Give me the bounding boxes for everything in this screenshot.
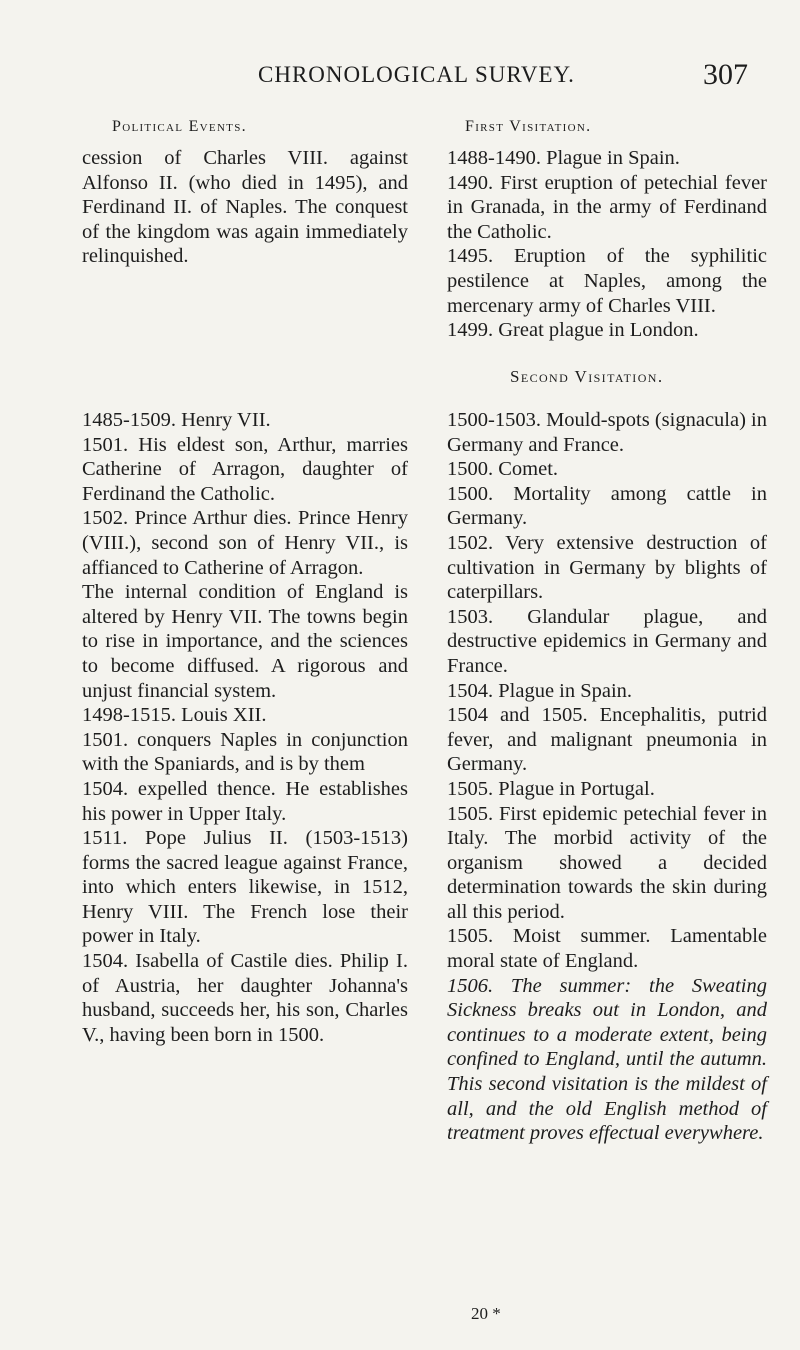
entry: 1504. Plague in Spain. <box>447 679 633 702</box>
sweating-sickness-entry: 1506. The summer: the Sweating Sickness breaks out in London, and continues to a moderate extent, being confined to England, until the autumn. This second visitation is the mildest of all, and the old English method of treatment proves effectual everywhere. <box>447 974 767 1145</box>
entry: 1504. expelled thence. He establishes his power in Upper Italy. <box>82 777 408 825</box>
left-column-bottom <box>82 408 408 1047</box>
entry: 1500. Mortality among cattle in Germany. <box>447 482 767 530</box>
entry: 1495. Eruption of the syphilitic pestilence at Naples, among the mercenary army of Charles VIII. <box>447 245 767 317</box>
signature-mark: 20 * <box>471 1304 501 1323</box>
paragraph: cession of Charles VIII. against Alfonso II. (who died in 1495), and Ferdinand II. of Naples. The conquest of the kingdom was again immediately relinquished. <box>82 147 408 268</box>
entry: 1511. Pope Julius II. (1503-1513) forms the sacred league against France, into which enters likewise, in 1512, Henry VIII. The French lose their power in Italy. <box>82 827 408 948</box>
entry: 1500. Comet. <box>447 458 559 481</box>
entry: 1501. conquers Naples in conjunction with the Spaniards, and is by them <box>82 728 408 776</box>
entry: 1505. First epidemic petechial fever in Italy. The morbid activity of the organism showed a decided determination towards the skin during all this period. <box>447 802 767 923</box>
entry: 1498-1515. Louis XII. <box>82 704 267 727</box>
entry: 1505. Moist summer. Lamentable moral state of England. <box>447 925 767 973</box>
entry: The internal condition of England is altered by Henry VII. The towns begin to rise in importance, and the sciences to become diffused. A rigorous and unjust financial system. <box>82 581 408 702</box>
entry: 1504 and 1505. Encephalitis, putrid fever, and malignant pneumonia in Germany. <box>447 704 767 776</box>
page-header <box>0 58 800 94</box>
running-title: CHRONOLOGICAL SURVEY. <box>258 62 575 87</box>
entry: 1502. Prince Arthur dies. Prince Henry (VIII.), second son of Henry VII., is affianced to Catherine of Arragon. <box>82 507 408 579</box>
right-column-bottom <box>447 408 767 1146</box>
entry: 1490. First eruption of petechial fever in Granada, in the army of Ferdinand the Catholic. <box>447 171 767 243</box>
first-visitation-heading: First Visitation. <box>465 118 592 135</box>
second-visitation-heading: Second Visitation. <box>510 367 664 386</box>
left-column-top <box>82 146 408 269</box>
page-number: 307 <box>703 58 748 91</box>
entry: 1488-1490. Plague in Spain. <box>447 147 680 169</box>
entry: 1501. His eldest son, Arthur, marries Catherine of Arragon, daughter of Ferdinand the Catholic. <box>82 433 408 505</box>
right-column-top <box>447 146 767 343</box>
political-events-heading: Political Events. <box>112 118 247 135</box>
entry: 1503. Glandular plague, and destructive epidemics in Germany and France. <box>447 605 767 677</box>
entry: 1504. Isabella of Castile dies. Philip I. of Austria, her daughter Johanna's husband, succeeds her, his son, Charles V., having been born in 1500. <box>82 950 408 1046</box>
entry: 1499. Great plague in London. <box>447 319 699 342</box>
entry: 1485-1509. Henry VII. <box>82 409 271 431</box>
entry: 1502. Very extensive destruction of cultivation in Germany by blights of caterpillars. <box>447 531 767 604</box>
entry: 1505. Plague in Portugal. <box>447 777 655 800</box>
entry: 1500-1503. Mould-spots (signacula) in Germany and France. <box>447 409 767 456</box>
